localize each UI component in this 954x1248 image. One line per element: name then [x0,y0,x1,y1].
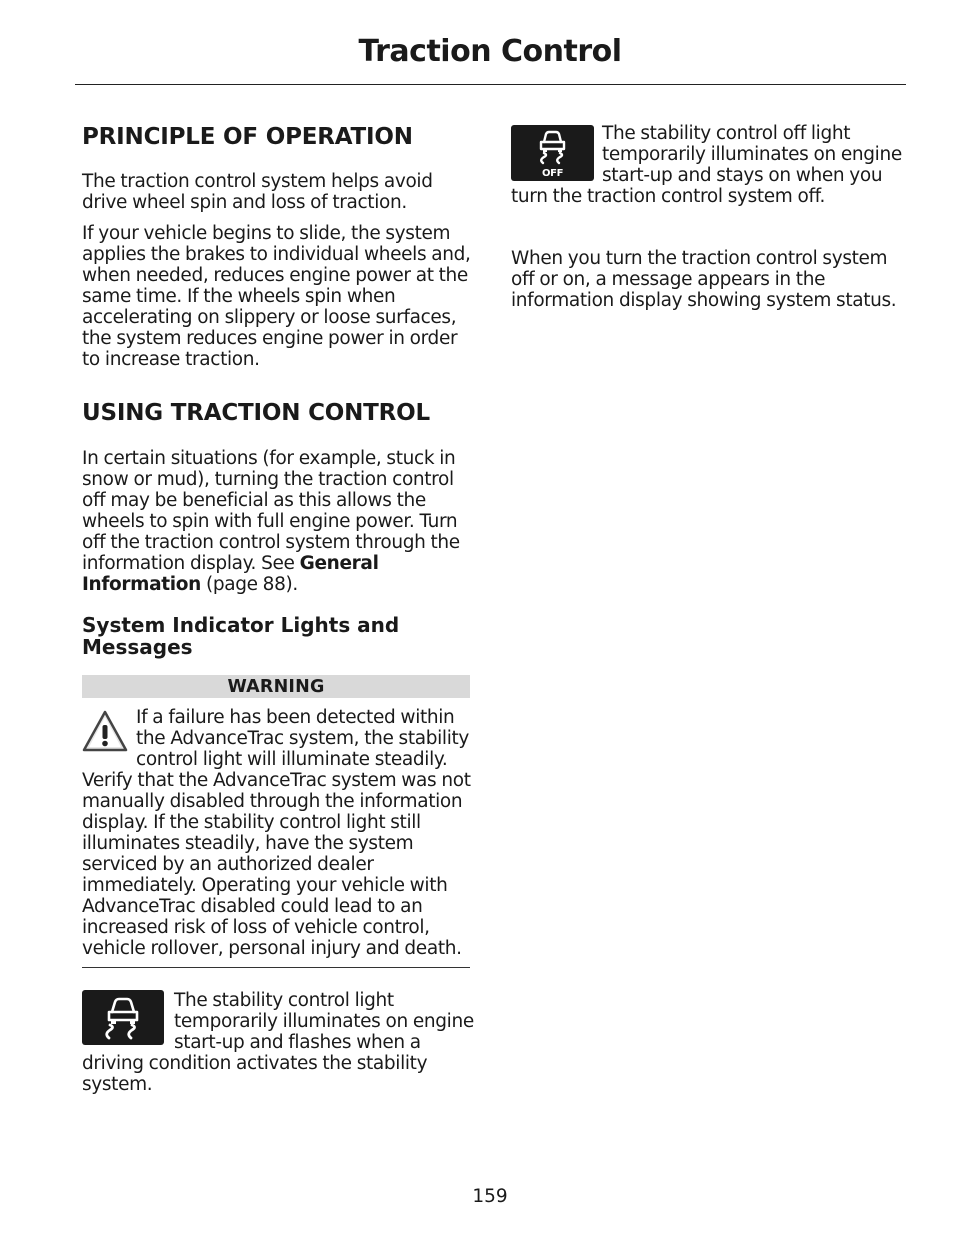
indicators-heading: System Indicator Lights and Messages [82,613,400,659]
principle-paragraph-1: The traction control system helps avoid drive wheel spin and loss of traction. [82,171,433,213]
page-number: 159 [472,1186,508,1207]
using-heading: USING TRACTION CONTROL [82,400,430,426]
stability-light-text: The stability control light temporarily illuminates on engine start-up and flashes when a driving condition activates the stability system. [82,990,474,1095]
stability-control-off-icon [511,125,594,181]
using-paragraph [82,448,474,595]
warning-block [82,707,474,959]
page-reference: (page 88). [200,574,298,595]
stability-light-block [82,990,474,1095]
warning-label: WARNING [82,675,470,698]
page-title: Traction Control [358,34,622,69]
stability-control-icon [82,990,164,1045]
message-paragraph: When you turn the traction control system off or on, a message appears in the information display showing system status. [511,248,897,311]
using-paragraph-text: In certain situations (for example, stuck in snow or mud), turning the traction control off may be beneficial as this allows the wheels to spin with full engine power. Turn off the traction control system through the information display. See [82,448,460,574]
stability-off-text: The stability control off light temporarily illuminates on engine start-up and stays on when you turn the traction control system off. [511,123,902,207]
principle-heading: PRINCIPLE OF OPERATION [82,124,413,150]
stability-off-block [511,123,904,207]
off-label: OFF [541,168,564,179]
general-information-link[interactable]: General Information [82,553,379,595]
warning-triangle-icon [82,709,128,753]
title-divider [75,84,906,85]
warning-text: If a failure has been detected within the AdvanceTrac system, the stability control light will illuminate steadily. Verify that the AdvanceTrac system was not manually disabled through the information display. If the stability control light still illuminates steadily, have the system serviced by an authorized dealer immediately. Operating your vehicle with AdvanceTrac disabled could lead to an increased risk of loss of vehicle control, vehicle rollover, personal injury and death. [82,707,471,959]
principle-paragraph-2: If your vehicle begins to slide, the system applies the brakes to individual wheels and, when needed, reduces engine power at the same time. If the wheels spin when accelerating on slippery or loose surfaces, the system reduces engine power in order to increase traction. [82,223,471,370]
warning-divider [82,967,470,968]
